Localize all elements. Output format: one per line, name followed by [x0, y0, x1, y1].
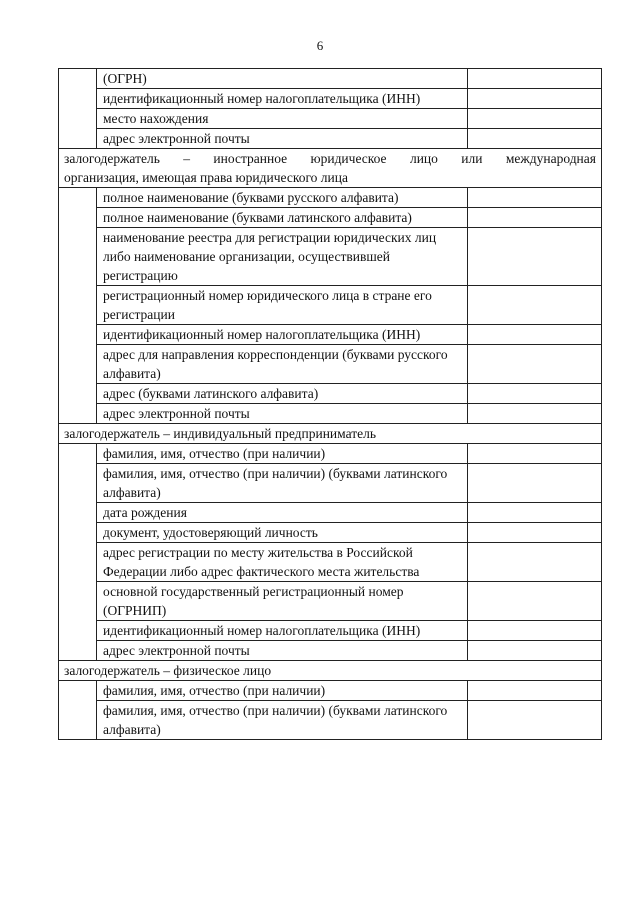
indent-cell [59, 69, 97, 149]
table-row [59, 286, 602, 325]
indent-cell [59, 444, 97, 661]
section-heading-row [59, 149, 602, 188]
table-row [59, 701, 602, 740]
field-value-cell [468, 188, 602, 208]
table-row [59, 208, 602, 228]
field-label: адрес электронной почты [97, 404, 468, 424]
field-label: дата рождения [97, 503, 468, 523]
field-label: идентификационный номер налогоплательщика (ИНН) [97, 621, 468, 641]
table-row [59, 523, 602, 543]
field-label: основной государственный регистрационный номер (ОГРНИП) [97, 582, 468, 621]
table-row [59, 384, 602, 404]
field-value-cell [468, 345, 602, 384]
field-value-cell [468, 384, 602, 404]
field-value-cell [468, 582, 602, 621]
page-number: 6 [316, 38, 324, 53]
field-value-cell [468, 543, 602, 582]
table-row [59, 109, 602, 129]
indent-cell [59, 681, 97, 740]
table-row [59, 129, 602, 149]
field-label: адрес электронной почты [97, 641, 468, 661]
table-row [59, 464, 602, 503]
field-value-cell [468, 701, 602, 740]
field-label: место нахождения [97, 109, 468, 129]
pledgee-table [58, 68, 602, 740]
field-label: идентификационный номер налогоплательщика (ИНН) [97, 325, 468, 345]
field-label: документ, удостоверяющий личность [97, 523, 468, 543]
field-value-cell [468, 621, 602, 641]
table-row [59, 503, 602, 523]
field-value-cell [468, 404, 602, 424]
field-label: наименование реестра для регистрации юридических лиц либо наименование организации, осуществившей регистрацию [97, 228, 468, 286]
table-row [59, 89, 602, 109]
field-label: адрес регистрации по месту жительства в Российской Федерации либо адрес фактического места жительства [97, 543, 468, 582]
table-row [59, 69, 602, 89]
field-value-cell [468, 464, 602, 503]
table-row [59, 621, 602, 641]
field-label: фамилия, имя, отчество (при наличии) (буквами латинского алфавита) [97, 464, 468, 503]
field-value-cell [468, 523, 602, 543]
field-label: адрес электронной почты [97, 129, 468, 149]
field-label: регистрационный номер юридического лица в стране его регистрации [97, 286, 468, 325]
table-row [59, 641, 602, 661]
field-label: адрес (буквами латинского алфавита) [97, 384, 468, 404]
table-row [59, 228, 602, 286]
field-label: фамилия, имя, отчество (при наличии) [97, 444, 468, 464]
section-heading: залогодержатель – физическое лицо [59, 661, 602, 681]
field-value-cell [468, 109, 602, 129]
section-heading-row [59, 424, 602, 444]
field-value-cell [468, 228, 602, 286]
table-row [59, 582, 602, 621]
field-value-cell [468, 325, 602, 345]
table-row [59, 404, 602, 424]
table-row [59, 325, 602, 345]
field-value-cell [468, 69, 602, 89]
field-value-cell [468, 286, 602, 325]
field-value-cell [468, 208, 602, 228]
field-label: идентификационный номер налогоплательщика (ИНН) [97, 89, 468, 109]
field-label: адрес для направления корреспонденции (буквами русского алфавита) [97, 345, 468, 384]
section-heading-line: залогодержатель – иностранное юридическое лицо или международная [64, 151, 596, 166]
table-row [59, 444, 602, 464]
field-value-cell [468, 681, 602, 701]
section-heading [59, 149, 602, 188]
field-label: (ОГРН) [97, 69, 468, 89]
indent-cell [59, 188, 97, 424]
field-label: полное наименование (буквами русского алфавита) [97, 188, 468, 208]
field-value-cell [468, 641, 602, 661]
field-label: фамилия, имя, отчество (при наличии) (буквами латинского алфавита) [97, 701, 468, 740]
table-row [59, 681, 602, 701]
section-heading-row [59, 661, 602, 681]
field-value-cell [468, 444, 602, 464]
field-value-cell [468, 129, 602, 149]
table-row [59, 543, 602, 582]
field-label: полное наименование (буквами латинского алфавита) [97, 208, 468, 228]
table-row [59, 345, 602, 384]
field-value-cell [468, 89, 602, 109]
section-heading: залогодержатель – индивидуальный предприниматель [59, 424, 602, 444]
field-label: фамилия, имя, отчество (при наличии) [97, 681, 468, 701]
field-value-cell [468, 503, 602, 523]
table-row [59, 188, 602, 208]
section-heading-line: организация, имеющая права юридического лица [64, 170, 348, 185]
